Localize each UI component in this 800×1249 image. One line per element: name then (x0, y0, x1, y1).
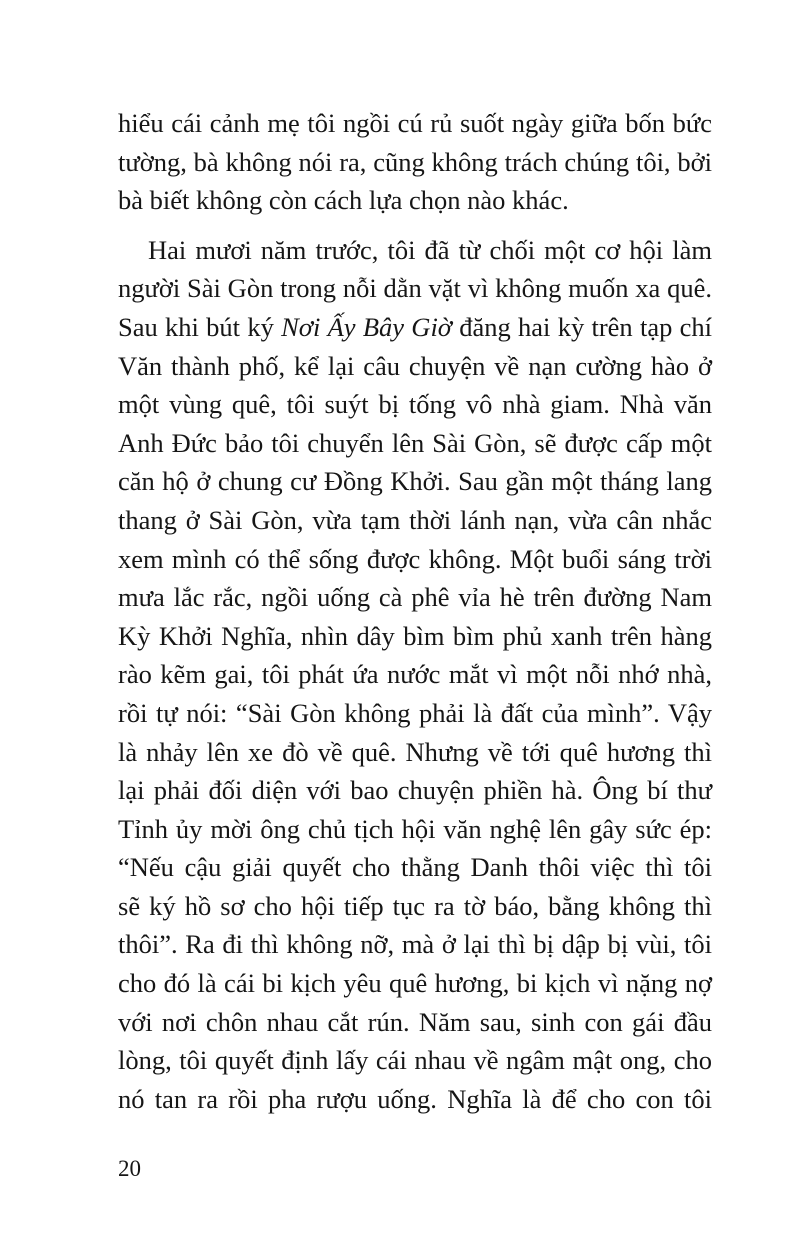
text-fragment: đăng hai kỳ trên tạp chí (451, 311, 712, 342)
text-line: Tỉnh ủy mời ông chủ tịch hội văn nghệ lên gây sức ép: (118, 813, 712, 844)
text-line: thôi”. Ra đi thì không nỡ, mà ở lại thì bị dập bị vùi, tôi (118, 929, 712, 960)
text-line: với nơi chôn nhau cắt rún. Năm sau, sinh con gái đầu (118, 1006, 712, 1037)
text-line: xem mình có thể sống được không. Một buổi sáng trời (118, 543, 712, 574)
text-line: “Nếu cậu giải quyết cho thằng Danh thôi việc thì tôi (118, 852, 712, 883)
paragraph-2 (118, 231, 712, 1119)
text-line: lại phải đối diện với bao chuyện phiền hà. Ông bí thư (118, 775, 712, 806)
text-line: Hai mươi năm trước, tôi đã từ chối một cơ hội làm (148, 234, 712, 265)
text-line: hiểu cái cảnh mẹ tôi ngồi cú rủ suốt ngày giữa bốn bức (118, 108, 712, 138)
text-line: Anh Đức bảo tôi chuyển lên Sài Gòn, sẽ được cấp một (118, 427, 712, 458)
book-title: Nơi Ấy Bây Giờ (281, 311, 452, 342)
text-line: Kỳ Khởi Nghĩa, nhìn dây bìm bìm phủ xanh trên hàng (118, 620, 712, 651)
text-line: rào kẽm gai, tôi phát ứa nước mắt vì một nỗi nhớ nhà, (118, 659, 712, 690)
text-line: người Sài Gòn trong nỗi dằn vặt vì không muốn xa quê. (118, 273, 712, 304)
text-line: một vùng quê, tôi suýt bị tống vô nhà giam. Nhà văn (118, 389, 712, 420)
text-line: cho đó là cái bi kịch yêu quê hương, bi kịch vì nặng nợ (118, 968, 712, 999)
text-line: sẽ ký hồ sơ cho hội tiếp tục ra tờ báo, bằng không thì (118, 890, 712, 921)
paragraph-1 (118, 104, 712, 220)
text-line: rồi tự nói: “Sài Gòn không phải là đất của mình”. Vậy (118, 697, 712, 728)
text-line: thang ở Sài Gòn, vừa tạm thời lánh nạn, vừa cân nhắc (118, 504, 712, 535)
page-number: 20 (118, 1156, 141, 1181)
text-line: căn hộ ở chung cư Đồng Khởi. Sau gần một tháng lang (118, 466, 712, 497)
text-line: bà biết không còn cách lựa chọn nào khác. (118, 185, 569, 216)
text-line: lòng, tôi quyết định lấy cái nhau về ngâm mật ong, cho (118, 1045, 712, 1076)
body-text (118, 104, 712, 1118)
text-line-with-title (118, 308, 712, 347)
text-line: nó tan ra rồi pha rượu uống. Nghĩa là để cho con tôi (118, 1083, 712, 1114)
text-fragment: Sau khi bút ký (118, 311, 282, 342)
text-line: Văn thành phố, kể lại câu chuyện về nạn cường hào ở (118, 350, 712, 381)
text-line: mưa lắc rắc, ngồi uống cà phê vỉa hè trên đường Nam (118, 582, 712, 613)
text-line: tường, bà không nói ra, cũng không trách chúng tôi, bởi (118, 146, 712, 177)
text-line: là nhảy lên xe đò về quê. Nhưng về tới quê hương thì (118, 736, 712, 767)
